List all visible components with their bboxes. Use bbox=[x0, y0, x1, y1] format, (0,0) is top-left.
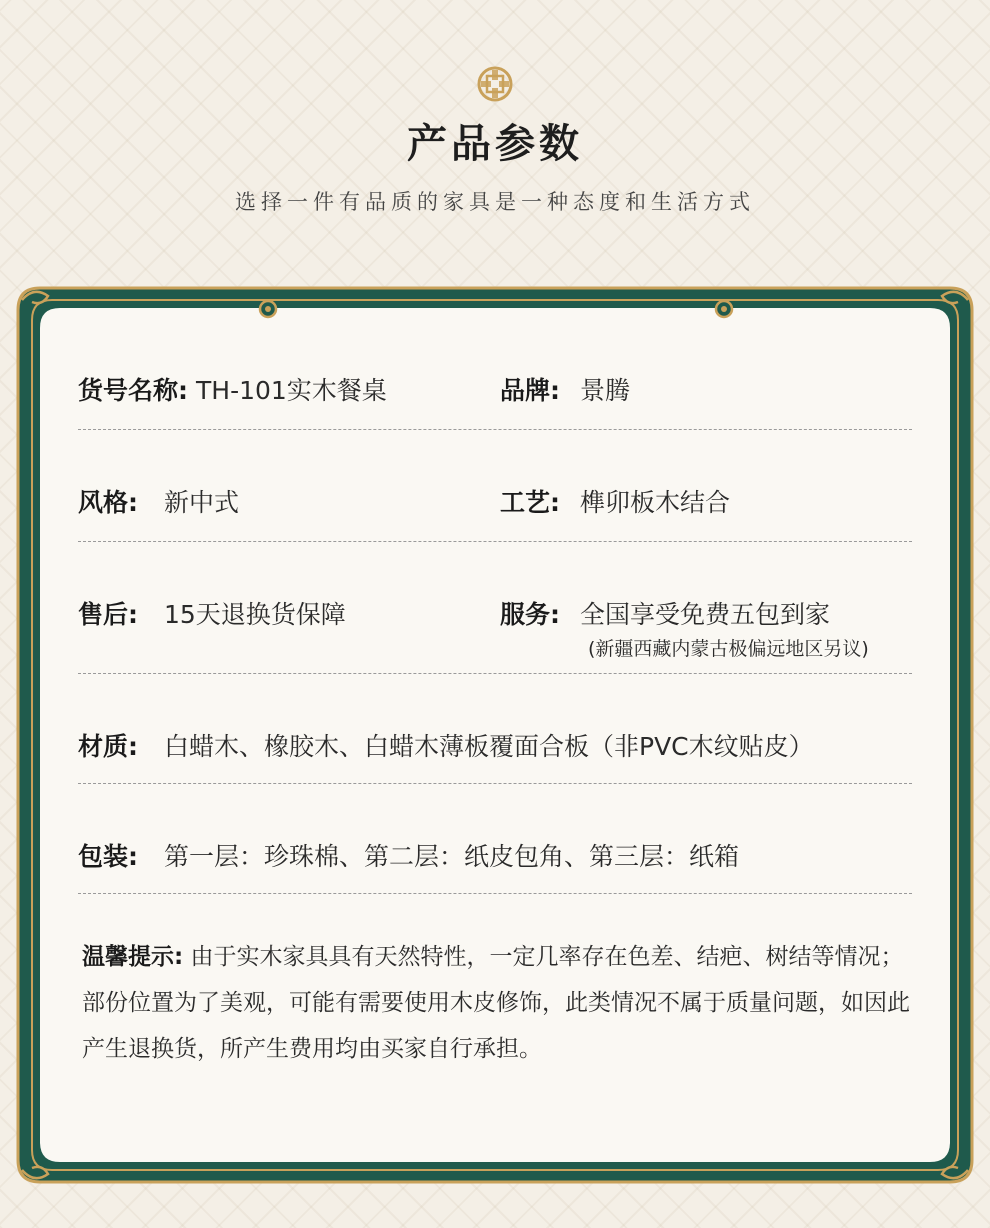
item-value: TH-101实木餐桌 bbox=[196, 376, 387, 405]
aftersale-value: 15天退换货保障 bbox=[164, 600, 346, 629]
service-cell bbox=[500, 598, 830, 632]
craft-cell bbox=[500, 486, 730, 520]
packing-label: 包装: bbox=[78, 842, 138, 871]
packing-cell bbox=[78, 840, 739, 874]
param-row-style bbox=[78, 486, 912, 542]
craft-value: 榫卯板木结合 bbox=[580, 488, 731, 517]
param-row-aftersale bbox=[78, 598, 912, 674]
params-card bbox=[30, 304, 960, 1159]
item-cell bbox=[78, 374, 387, 408]
page-title: 产品参数 bbox=[407, 121, 583, 167]
packing-value: 第一层：珍珠棉、第二层：纸皮包角、第三层：纸箱 bbox=[164, 842, 740, 871]
material-cell bbox=[78, 730, 814, 764]
param-row-item bbox=[78, 374, 912, 430]
page-subtitle: 选择一件有品质的家具是一种态度和生活方式 bbox=[235, 190, 755, 214]
service-note: (新疆西藏内蒙古极偏远地区另议) bbox=[588, 638, 869, 660]
item-label: 货号名称: bbox=[78, 376, 188, 405]
notice-label: 温馨提示: bbox=[82, 944, 184, 970]
aftersale-label: 售后: bbox=[78, 600, 138, 629]
brand-cell bbox=[500, 374, 630, 408]
service-value: 全国享受免费五包到家 bbox=[580, 600, 831, 629]
notice-text: 由于实木家具具有天然特性，一定几率存在色差、结疤、树结等情况；部份位置为了美观，可能有需要使用木皮修饰，此类情况不属于质量问题，如因此产生退换货，所产生费用均由买家自行承担。 bbox=[82, 944, 910, 1062]
notice-paragraph bbox=[82, 934, 922, 1072]
brand-label: 品牌: bbox=[500, 376, 560, 405]
aftersale-cell bbox=[78, 598, 346, 632]
style-label: 风格: bbox=[78, 488, 138, 517]
brand-value: 景腾 bbox=[580, 376, 631, 405]
param-row-material bbox=[78, 730, 912, 784]
craft-label: 工艺: bbox=[500, 488, 560, 517]
material-label: 材质: bbox=[78, 732, 138, 761]
style-cell bbox=[78, 486, 239, 520]
param-row-packing bbox=[78, 840, 912, 894]
material-value: 白蜡木、橡胶木、白蜡木薄板覆面合板（非PVC木纹贴皮） bbox=[164, 732, 814, 761]
service-label: 服务: bbox=[500, 600, 560, 629]
style-value: 新中式 bbox=[164, 488, 240, 517]
